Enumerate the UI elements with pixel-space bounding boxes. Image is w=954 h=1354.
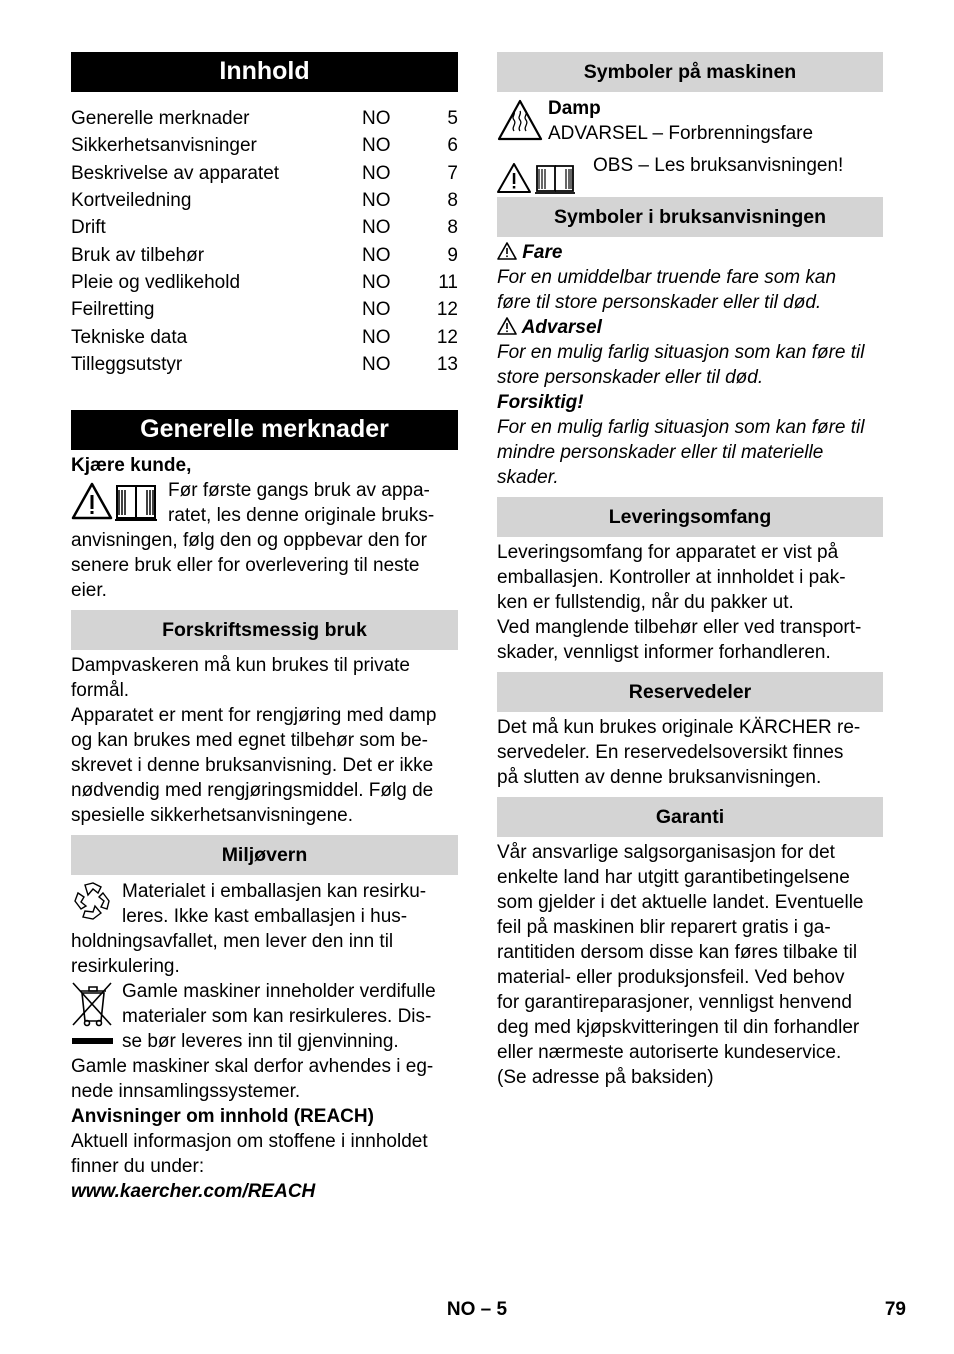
toc-row[interactable]	[71, 323, 458, 350]
toc-page: 11	[438, 271, 458, 293]
text-line: eller nærmeste autoriserte kundeservice.	[497, 1042, 842, 1063]
toc-lang: NO	[362, 244, 391, 266]
text-line: (Se adresse på baksiden)	[497, 1067, 714, 1088]
toc-title: Drift	[71, 217, 106, 239]
toc-lang: NO	[362, 162, 391, 184]
warning-triangle-icon	[497, 317, 517, 335]
toc-title: Generelle merknader	[71, 108, 250, 130]
text-line: Det må kun brukes originale KÄRCHER re-	[497, 717, 861, 738]
toc-row[interactable]	[71, 105, 458, 132]
toc-page: 7	[447, 162, 458, 184]
text-line: material- eller produksjonsfeil. Ved behov	[497, 967, 845, 988]
weee-paragraph: Gamle maskiner inneholder verdifulle materialer som kan resirkuleres. Dis- se bør leveres inn til gjenvinning. Gamle maskiner skal derfor avhendes i eg- nede innsamlingssystemer.	[71, 980, 436, 1102]
toc-lang: NO	[362, 271, 391, 293]
toc-page: 8	[447, 217, 458, 239]
toc-title: Kortveiledning	[71, 190, 192, 212]
text-line: feil på maskinen blir reparert gratis i ga-	[497, 917, 831, 938]
warning-triangle-icon	[497, 242, 517, 260]
text-line: på slutten av denne bruksanvisningen.	[497, 767, 822, 788]
text-line: Vår ansvarlige salgsorganisasjon for det	[497, 842, 835, 863]
text-line: emballasjen. Kontroller at innholdet i pak-	[497, 567, 846, 588]
text-line: Dampvaskeren må kun brukes til private	[71, 654, 410, 676]
text-line: Apparatet er ment for rengjøring med damp	[71, 704, 437, 726]
recycle-icon	[71, 879, 115, 923]
toc-lang: NO	[362, 326, 391, 348]
reach-link[interactable]: www.kaercher.com/REACH	[71, 1180, 316, 1202]
toc-row[interactable]	[71, 269, 458, 296]
text-line: formål.	[71, 679, 130, 701]
spares-heading: Reservedeler	[497, 672, 883, 712]
toc-title: Sikkerhetsanvisninger	[71, 135, 257, 157]
text-line: servedeler. En reservedelsoversikt finnes	[497, 742, 844, 763]
toc-page: 12	[436, 299, 458, 321]
toc-lang: NO	[362, 108, 391, 130]
proper-use-heading: Forskriftsmessig bruk	[71, 610, 458, 650]
scope-text	[497, 540, 883, 665]
toc-row[interactable]	[71, 351, 458, 378]
obs-symbol-row: OBS – Les bruksanvisningen!	[497, 153, 883, 193]
toc-row[interactable]	[71, 187, 458, 214]
left-column: Innhold Generelle merknader NO 5 Sikkerhetsanvisninger NO 6 Beskrivelse av apparatet NO 7 Kortveiledning NO 8 Drift NO 8 Bruk av tilbehør NO 9 Pleie og vedlikehold NO 11 Feilretting NO 12 Tekniske data NO 12 Tilleggsutstyr NO 13 Generelle merknader Kjære kunde, Før første gangs bruk av appa- ratet, les denne originale bruks- anvisningen, følg den og oppbevar den for senere bruk eller for overlevering til neste eier. Forskriftsmessig bruk Dampvaskeren må kun brukes til private formål. Apparatet er ment for rengjøring med damp og kan brukes med egnet tilbehør som be- skrevet i denne bruksanvisning. Det er ikke nødvendig med rengjøringsmiddel. Følg de spesielle sikkerhetsanvisningene. Miljøvern Materialet i emballasjen kan resirku- leres. Ikke kast emballasjen i hus- holdningsavfallet, men lever den inn til resirkulering. Gamle maskiner inneholder verdifulle materialer som kan resirkuleres. Dis- se bør leveres inn til gjenvinning. Gamle maskiner skal derfor avhendes i eg- nede innsamlingssystemer. Anvisninger om innhold (REACH) Aktuell informasjon om stoffene i innholdet finner du under: www.kaercher.com/REACH	[71, 52, 458, 1204]
danger-label: Fare	[522, 242, 563, 263]
text-line: skrevet i denne bruksanvisning. Det er ikke	[71, 754, 434, 776]
steam-symbol-row: Damp ADVARSEL – Forbrenningsfare	[497, 96, 883, 146]
toc-row[interactable]	[71, 132, 458, 159]
warning-label: Advarsel	[521, 317, 602, 338]
toc-row[interactable]	[71, 160, 458, 187]
steam-label: Damp	[548, 98, 601, 119]
text-line: Leveringsomfang for apparatet er vist på	[497, 542, 839, 563]
hot-steam-warning-icon	[497, 99, 543, 143]
toc-page: 12	[436, 326, 458, 348]
text-line: spesielle sikkerhetsanvisningene.	[71, 804, 353, 826]
machine-symbols-heading: Symboler på maskinen	[497, 52, 883, 92]
text-line: nødvendig med rengjøringsmiddel. Følg de	[71, 779, 434, 801]
intro-paragraph: Før første gangs bruk av appa- ratet, les denne originale bruks- anvisningen, følg den og oppbevar den for senere bruk eller for overlevering til neste eier.	[71, 479, 435, 601]
toc-title: Beskrivelse av apparatet	[71, 162, 280, 184]
danger-row	[497, 240, 883, 265]
toc-lang: NO	[362, 353, 391, 375]
warranty-heading: Garanti	[497, 797, 883, 837]
right-column: Symboler på maskinen Damp ADVARSEL – Forbrenningsfare OBS – Les bruksanvisningen! Symboler i bruksanvisningen Fare For en umiddelbar truende fare som kan føre til store personskader eller til død. Advarsel For en mulig farlig situasjon som kan føre til store personskader eller til død. Forsiktig! For en mulig farlig situasjon som kan føre til mindre personskader eller til materielle skader. Leveringsomfang Leveringsomfang for apparatet er vist på emballasjen. Kontroller at innholdet i pak- ken er fullstendig, når du pakker ut. Ved manglende tilbehør eller ved transport- skader, vennligst informer forhandleren. Reservedeler Det må kun brukes originale KÄRCHER re- servedeler. En reservedelsoversikt finnes på slutten av denne bruksanvisningen. Garanti Vår ansvarlige salgsorganisasjon for det enkelte land har utgitt garantibetingelsene som gjelder i det aktuelle landet. Eventuelle feil på maskinen blir reparert gratis i ga- rantitiden dersom disse kan føres tilbake til material- eller produksjonsfeil. Ved behov for garantireparasjoner, vennligst henvend deg med kjøpskvitteringen til din forhandler eller nærmeste autoriserte kundeservice. (Se adresse på baksiden)	[497, 52, 883, 1090]
toc-lang: NO	[362, 135, 391, 157]
toc-page: 9	[447, 244, 458, 266]
manual-symbols-heading: Symboler i bruksanvisningen	[497, 197, 883, 237]
scope-heading: Leveringsomfang	[497, 497, 883, 537]
text-line: som gjelder i det aktuelle landet. Eventuelle	[497, 892, 864, 913]
toc-title: Tilleggsutstyr	[71, 353, 183, 375]
toc-row[interactable]	[71, 241, 458, 268]
warranty-text	[497, 840, 883, 1090]
toc-heading: Innhold	[71, 52, 458, 92]
text-line: rantitiden dersom disse kan føres tilbake til	[497, 942, 858, 963]
toc-lang: NO	[362, 190, 391, 212]
text-line: Ved manglende tilbehør eller ved transport-	[497, 617, 862, 638]
crossed-bin-icon	[71, 981, 115, 1049]
toc-row[interactable]	[71, 296, 458, 323]
recycling-paragraph: Materialet i emballasjen kan resirku- leres. Ikke kast emballasjen i hus- holdningsavfallet, men lever den inn til resirkulering.	[71, 880, 427, 977]
environment-heading: Miljøvern	[71, 835, 458, 875]
footer-section-label: NO – 5	[446, 1299, 508, 1320]
caution-label: Forsiktig!	[497, 392, 584, 413]
warning-row	[497, 315, 883, 340]
toc-page: 5	[447, 108, 458, 130]
page-number: 79	[884, 1299, 906, 1320]
dear-customer: Kjære kunde,	[71, 454, 192, 476]
warning-manual-icon	[71, 482, 161, 522]
text-line: ken er fullstendig, når du pakker ut.	[497, 592, 794, 613]
text-line: for garantireparasjoner, vennligst henvend	[497, 992, 852, 1013]
toc-title: Feilretting	[71, 299, 155, 321]
toc-lang: NO	[362, 299, 391, 321]
text-line: enkelte land har utgitt garantibetingelsene	[497, 867, 850, 888]
text-line: skader, vennligst informer forhandleren.	[497, 642, 831, 663]
proper-use-text	[71, 653, 458, 828]
toc-title: Bruk av tilbehør	[71, 244, 205, 266]
spares-text	[497, 715, 883, 790]
toc-lang: NO	[362, 217, 391, 239]
general-heading: Generelle merknader	[71, 410, 458, 450]
toc-title: Tekniske data	[71, 326, 188, 348]
text-line: deg med kjøpskvitteringen til din forhandler	[497, 1017, 860, 1038]
toc-title: Pleie og vedlikehold	[71, 271, 241, 293]
toc-row[interactable]	[71, 214, 458, 241]
toc-page: 13	[436, 353, 458, 375]
table-of-contents	[71, 105, 458, 378]
toc-page: 8	[447, 190, 458, 212]
text-line: og kan brukes med egnet tilbehør som be-	[71, 729, 428, 751]
toc-page: 6	[447, 135, 458, 157]
reach-heading: Anvisninger om innhold (REACH)	[71, 1105, 374, 1127]
read-manual-icon	[497, 163, 579, 195]
